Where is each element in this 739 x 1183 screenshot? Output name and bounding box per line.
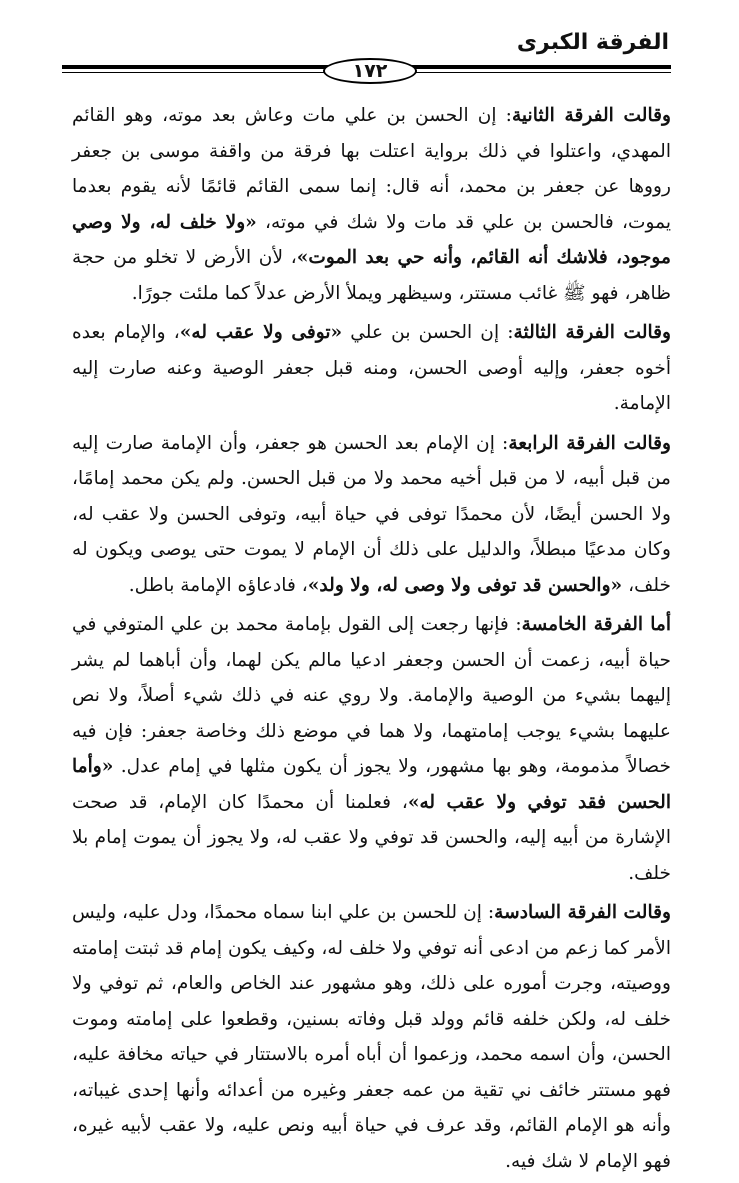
page-number: ١٧٢	[352, 60, 388, 82]
text-run: ، فادعاؤه الإمامة باطل.	[128, 574, 308, 596]
text-run: ، لأن الأرض لا تخلو من حجة ظاهر، فهو ﷺ غائب مستتر، وسيظهر ويملأ الأرض عدلاً كما ملئت جورًا.	[72, 247, 671, 304]
paragraph	[72, 98, 671, 311]
text-run: أما الفرقة الخامسة	[521, 614, 671, 635]
text-run: «والحسن قد توفى ولا وصى له، ولا ولد»	[307, 574, 623, 596]
paragraph	[72, 426, 671, 604]
paragraph	[72, 315, 671, 422]
paragraph	[72, 607, 671, 891]
text-run: وقالت الفرقة السادسة	[494, 902, 671, 923]
text-run: : فإنها رجعت إلى القول بإمامة محمد بن علي المتوفي في حياة أبيه، زعمت أن الحسن وجعفر ادعيا مالم يكن لهما، وأن أباهما لم يشر إليهما بشيء من الوصية والإمامة. ولا روي عنه في ذلك شيء أصلاً، ولا نص عليهما بشيء يوجب إمامتهما، ولا هما في موضع ذلك وخاصة جعفر: فإن فيه خصالاً مذمومة، وهو بها مشهور، ولا يجوز أن يكون مثلها في إمام عدل.	[72, 614, 671, 777]
running-header-title: الفرقة الكبرى	[516, 30, 669, 55]
text-run: «ولا خلف له، ولا وصي موجود، فلاشك أنه القائم، وأنه حي بعد الموت»	[72, 211, 671, 268]
paragraph	[72, 895, 671, 1179]
text-run: : إن الحسن بن علي	[342, 322, 514, 343]
text-run: وقالت الفرقة الثالثة	[513, 322, 672, 343]
page-number-badge	[323, 58, 417, 84]
body-text	[72, 98, 671, 1183]
text-run: : إن الإمام بعد الحسن هو جعفر، وأن الإمامة صارت إليه من قبل أبيه، لا من قبل أخيه محمد ولا من قبل الحسن. ولم يكن محمد إمامًا، ولا الحسن أيضًا، لأن محمدًا توفى في حياة أبيه، وتوفى الحسن ولا عقب له، وكان مدعيًا مبطلاً، والدليل على ذلك أن الإمام لا يموت حتى يوصى ويكون له خلف،	[72, 432, 671, 596]
text-run: «وأما الحسن فقد توفي ولا عقب له»	[72, 756, 671, 813]
text-run: ، والإمام بعده أخوه جعفر، وإليه أوصى الحسن، ومنه قبل جعفر الوصية وعنه صارت إليه الإمامة.	[72, 322, 671, 414]
text-run: ، فعلمنا أن محمدًا كان الإمام، قد صحت الإشارة من أبيه إليه، والحسن قد توفي ولا عقب له، ولا يجوز أن يموت إمام بلا خلف.	[72, 791, 671, 884]
text-run: وقالت الفرقة الثانية	[511, 105, 671, 126]
text-run: : إن للحسن بن علي ابنا سماه محمدًا، ودل عليه، وليس الأمر كما زعم من ادعى أنه توفي ولا خلف له، وكيف يكون إمام قد ثبتت إمامته ووصيته، وجرت أموره على ذلك، وهو مشهور عند الخاص والعام، ثم توفي ولا خلف له، ولكن خلفه قائم وولد قبل وفاته بسنين، وقطعوا على إمامته وموت الحسن، وأن اسمه محمد، وزعموا أن أباه أمره بالاستتار في حياته مخافة عليه، فهو مستتر خائف ني تقية من عمه جعفر وغيره من أعدائه وأنها إحدى غيباته، وأنه هو الإمام القائم، وقد عرف في حياة أبيه ونص عليه، ولا عقب لأبيه غيره، فهو الإمام لا شك فيه.	[72, 902, 671, 1172]
text-run: : إن الحسن بن علي مات وعاش بعد موته، وهو القائم المهدي، واعتلوا في ذلك برواية اعتلت بها فرقة من واقفة موسى بن جعفر رووها عن جعفر بن محمد، أنه قال: إنما سمى القائم قائمًا لأنه يقوم بعدما يموت، فالحسن بن علي قد مات ولا شك في موته،	[72, 105, 672, 233]
text-run: «توفى ولا عقب له»	[179, 322, 343, 343]
text-run: وقالت الفرقة الرابعة	[508, 432, 671, 454]
